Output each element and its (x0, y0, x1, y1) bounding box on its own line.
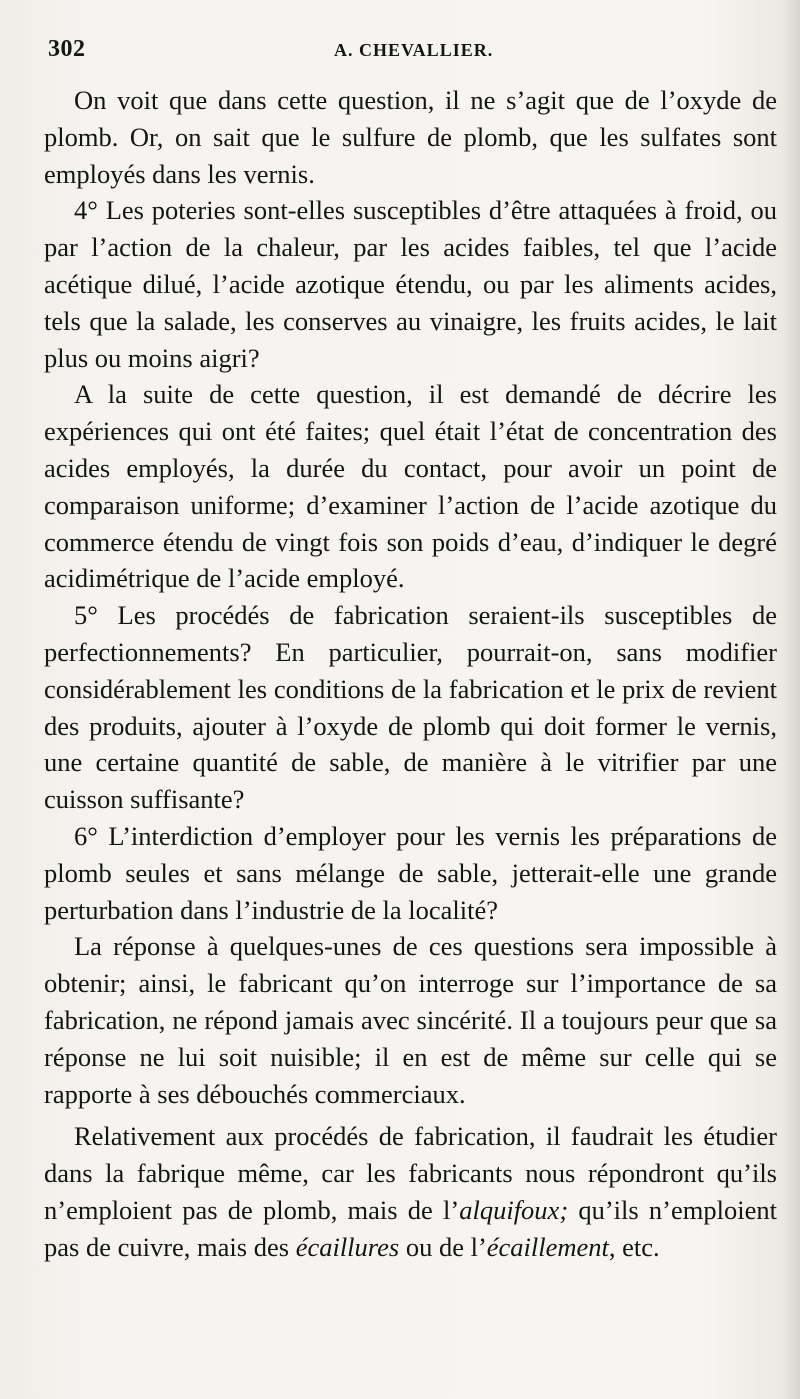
paragraph-6: La réponse à quelques-unes de ces questions sera impossible à obtenir; ainsi, le fabricant qu’on interroge sur l’importance de sa fabrication, ne répond jamais avec sincérité. Il a toujours peur que sa réponse ne lui soit nuisible; il en est de même sur celle qui se rapporte à ses débouchés commerciaux. (44, 931, 777, 1109)
page-number: 302 (48, 36, 86, 62)
paragraph-7-end: , etc. (608, 1231, 660, 1262)
page-header (40, 36, 780, 68)
paragraph-7-start: Relativement aux procédés de fabrication, il faudrait les étudier dans la fabrique même, car les fabricants nous répondront qu’ils n’emploient pas de plomb, mais de l’ (44, 1121, 777, 1225)
paragraph-1: On voit que dans cette question, il ne s’agit que de l’oxyde de plomb. Or, on sait que le sulfure de plomb, que les sulfates sont employés dans les vernis. (44, 85, 777, 189)
paragraph-7 (44, 1118, 777, 1265)
running-head: A. CHEVALLIER. (334, 40, 494, 60)
paragraph-7-middle-2: ou de l’ (399, 1231, 487, 1262)
italic-term-alquifoux: alquifoux; (459, 1194, 569, 1225)
italic-term-ecaillement: écaillement (486, 1231, 609, 1262)
paragraph-4: 5° Les procédés de fabrication seraient-ils susceptibles de perfectionnements? En particulier, pourrait-on, sans modifier considérablement les conditions de la fabrication et le prix de revient des produits, ajouter à l’oxyde de plomb qui doit former le vernis, une certaine quantité de sable, de manière à le vitrifier par une cuisson suffisante? (44, 600, 777, 815)
paragraph-5: 6° L’interdiction d’employer pour les vernis les préparations de plomb seules et sans mélange de sable, jetterait-elle une grande perturbation dans l’industrie de la localité? (44, 820, 777, 925)
paragraph-2: 4° Les poteries sont-elles susceptibles d’être attaquées à froid, ou par l’action de la chaleur, par les acides faibles, tel que l’acide acétique dilué, l’acide azotique étendu, ou par les aliments acides, tels que la salade, les conserves au vinaigre, les fruits acides, le lait plus ou moins aigri? (44, 195, 777, 373)
paragraph-7-middle: qu’ils n’emploient pas de cuivre, mais des (44, 1194, 777, 1262)
paragraph-3: A la suite de cette question, il est demandé de décrire les expériences qui ont été faites; quel était l’état de concentration des acides employés, la durée du contact, pour avoir un point de comparaison uniforme; d’examiner l’action de l’acide azotique du commerce étendu de vingt fois son poids d’eau, d’indiquer le degré acidimétrique de l’acide employé. (44, 379, 777, 594)
italic-term-ecaillures: écaillures (295, 1231, 400, 1262)
body-text (44, 82, 777, 1266)
page-edge-shadow (782, 0, 800, 1399)
